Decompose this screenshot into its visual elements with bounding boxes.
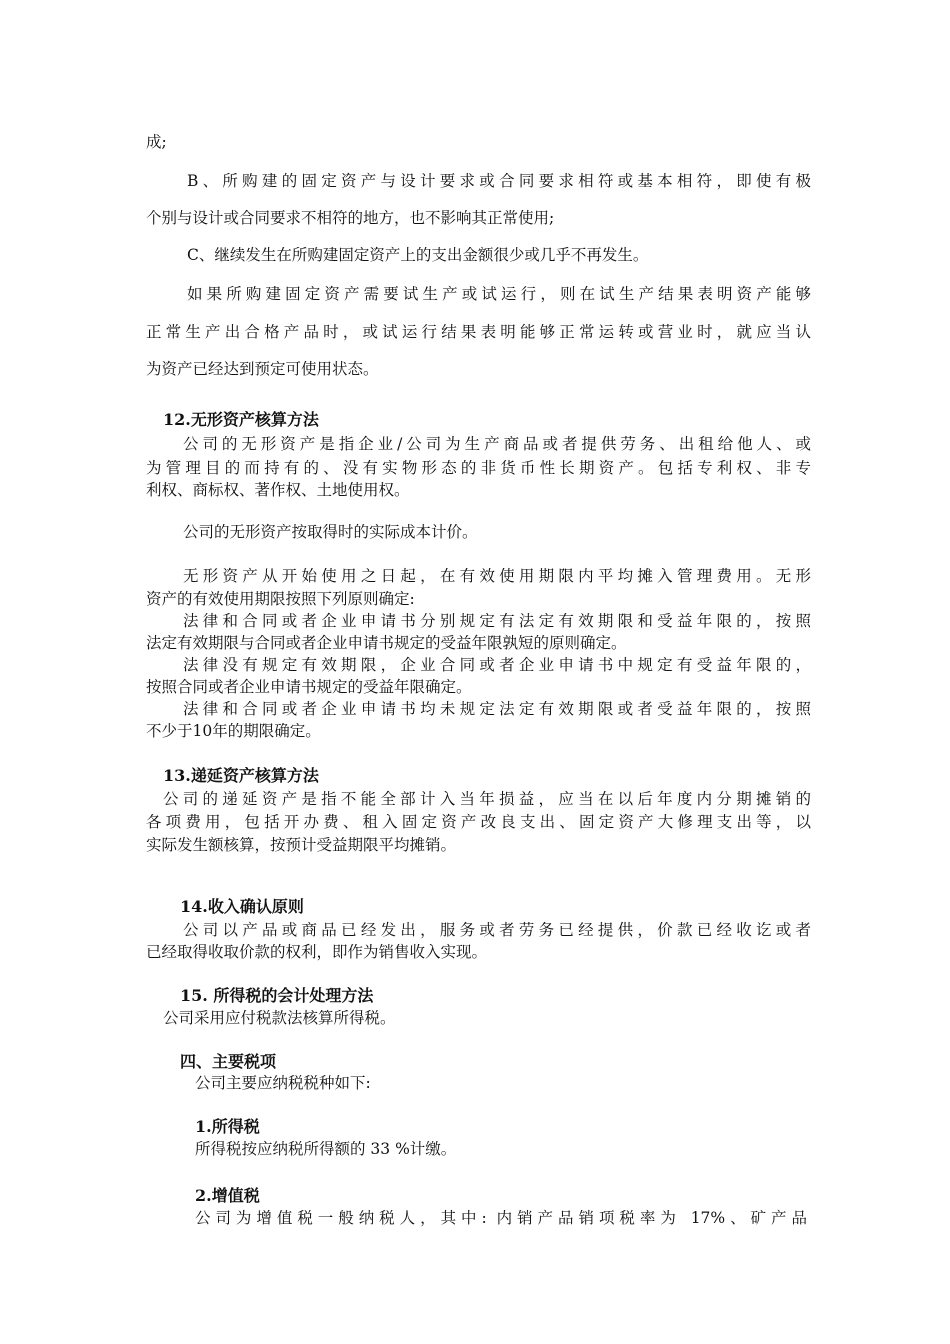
- text-line: 公司采用应付税款法核算所得税。: [163, 1009, 396, 1027]
- text-line: 利权、商标权、著作权、土地使用权。: [146, 481, 410, 499]
- text-line: 公司为增值税一般纳税人，其中: 内销产品销项税率为 17%、矿产品: [195, 1209, 807, 1227]
- section-heading: 2.增值税: [195, 1186, 260, 1205]
- text-line: 为管理目的而持有的、没有实物形态的非货币性长期资产。包括专利权、非专: [146, 459, 811, 477]
- text-line: 不少于10年的期限确定。: [146, 722, 321, 740]
- section-heading: 1.所得税: [195, 1117, 260, 1136]
- text-line: 法律没有规定有效期限，企业合同或者企业申请书中规定有受益年限的，: [183, 656, 811, 674]
- text-line: 法律和合同或者企业申请书分别规定有法定有效期限和受益年限的，按照: [183, 612, 811, 630]
- section-heading: 四、主要税项: [180, 1052, 277, 1071]
- text-line: 已经取得收取价款的权利，即作为销售收入实现。: [146, 943, 488, 961]
- text-line: 公司主要应纳税税种如下:: [195, 1074, 371, 1092]
- text-line: 正常生产出合格产品时，或试运行结果表明能够正常运转或营业时，就应当认: [146, 323, 811, 341]
- text-line: 法定有效期限与合同或者企业申请书规定的受益年限孰短的原则确定。: [146, 634, 627, 652]
- section-heading: 12.无形资产核算方法: [163, 410, 319, 429]
- text-line: 成;: [146, 133, 167, 151]
- section-heading: 14.收入确认原则: [180, 897, 304, 916]
- text-line: 法律和合同或者企业申请书均未规定法定有效期限或者受益年限的，按照: [183, 700, 811, 718]
- text-line: 无形资产从开始使用之日起，在有效使用期限内平均摊入管理费用。无形: [183, 567, 811, 585]
- text-line: C、继续发生在所购建固定资产上的支出金额很少或几乎不再发生。: [187, 246, 649, 264]
- text-line: B、所购建的固定资产与设计要求或合同要求相符或基本相符，即使有极: [187, 172, 811, 190]
- text-line: 公司的无形资产是指企业/公司为生产商品或者提供劳务、出租给他人、或: [183, 435, 811, 453]
- text-line: 为资产已经达到预定可使用状态。: [146, 360, 379, 378]
- text-line: 公司的无形资产按取得时的实际成本计价。: [183, 523, 478, 541]
- section-heading: 15. 所得税的会计处理方法: [180, 986, 374, 1005]
- text-line: 公司以产品或商品已经发出，服务或者劳务已经提供，价款已经收讫或者: [183, 921, 811, 939]
- text-line: 各项费用，包括开办费、租入固定资产改良支出、固定资产大修理支出等，以: [146, 813, 811, 831]
- text-line: 公司的递延资产是指不能全部计入当年损益，应当在以后年度内分期摊销的: [163, 790, 811, 808]
- text-line: 如果所购建固定资产需要试生产或试运行，则在试生产结果表明资产能够: [187, 285, 811, 303]
- section-heading: 13.递延资产核算方法: [163, 766, 319, 785]
- text-line: 所得税按应纳税所得额的 33 %计缴。: [195, 1140, 457, 1158]
- text-line: 按照合同或者企业申请书规定的受益年限确定。: [146, 678, 472, 696]
- text-line: 个别与设计或合同要求不相符的地方，也不影响其正常使用;: [146, 209, 555, 227]
- text-line: 实际发生额核算，按预计受益期限平均摊销。: [146, 836, 457, 854]
- text-line: 资产的有效使用期限按照下列原则确定:: [146, 590, 415, 608]
